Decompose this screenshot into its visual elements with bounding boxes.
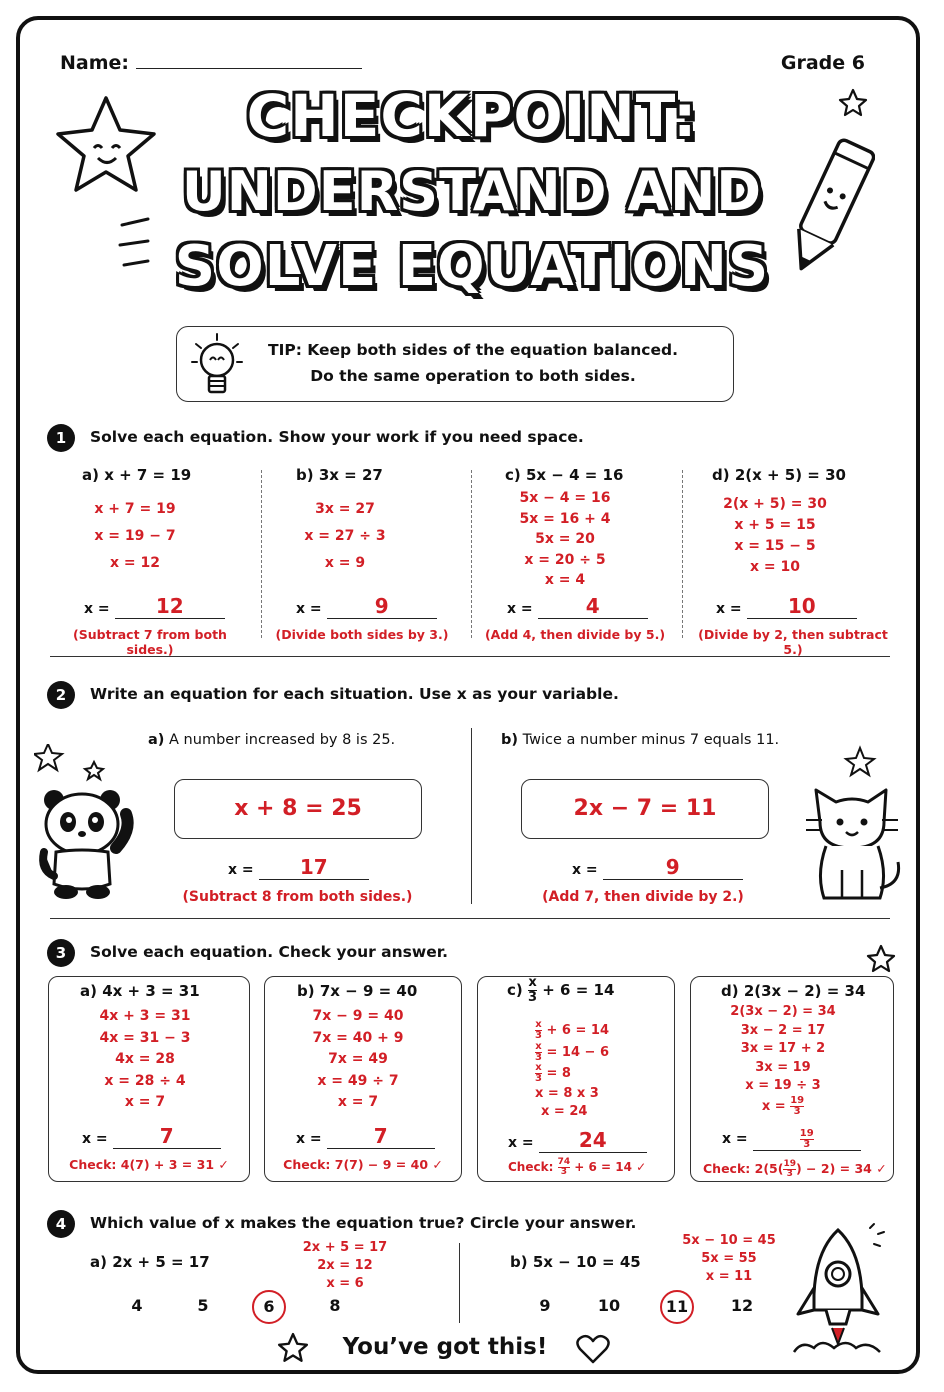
problem-2a-hint: (Subtract 8 from both sides.) [182, 889, 413, 905]
star-icon [866, 944, 896, 974]
motion-lines-icon [118, 215, 154, 275]
title-line-1: CHECKPOINT: [246, 82, 698, 150]
problem-1c-hint: (Add 4, then divide by 5.) [484, 627, 666, 642]
problem-1a-work: x + 7 = 19 x = 19 − 7 x = 12 [94, 501, 176, 571]
problem-3a-label: a) 4x + 3 = 31 [80, 982, 200, 1000]
problem-3b-work: 7x − 9 = 40 7x = 40 + 9 7x = 49 x = 49 ÷ 7 x = 7 [312, 1008, 404, 1110]
problem-3a-work: 4x + 3 = 31 4x = 31 − 3 4x = 28 x = 28 ÷ 4 x = 7 [99, 1008, 191, 1110]
problem-3d-answer[interactable]: x = $\frac{19}{3}$ [722, 1128, 861, 1151]
problem-4b-work: 5x − 10 = 45 5x = 55 x = 11 [682, 1233, 776, 1284]
section-4-number: 4 [47, 1210, 75, 1238]
grade-label: Grade 6 [780, 52, 865, 74]
problem-2b-text: b) Twice a number minus 7 equals 11. [501, 732, 780, 748]
problem-3a-check: Check: 4(7) + 3 = 31 ✓ [69, 1157, 229, 1172]
divider [471, 728, 472, 904]
problem-1d-label: d) 2(x + 5) = 30 [712, 466, 846, 484]
name-label: Name: [60, 52, 130, 74]
tip-box [176, 326, 734, 402]
heart-icon [576, 1334, 610, 1364]
rocket-icon [782, 1220, 894, 1370]
section-3-heading: Solve each equation. Check your answer. [90, 943, 449, 961]
problem-1a-label: a) x + 7 = 19 [82, 466, 192, 484]
problem-4b-label: b) 5x − 10 = 45 [510, 1253, 641, 1271]
problem-1c-label: c) 5x − 4 = 16 [505, 466, 624, 484]
problem-1b-work: 3x = 27 x = 27 ÷ 3 x = 9 [304, 501, 386, 571]
tip-line-1: TIP: Keep both sides of the equation balanced. [268, 341, 678, 359]
problem-1a-answer[interactable]: x = 12 [84, 594, 225, 619]
section-divider [50, 918, 890, 919]
problem-4a-label: a) 2x + 5 = 17 [90, 1253, 210, 1271]
title-line-3: SOLVE EQUATIONS [174, 234, 770, 299]
choice-4b-11-circled[interactable]: 11 [660, 1290, 694, 1324]
divider [682, 470, 683, 638]
name-input-line[interactable] [136, 68, 362, 69]
divider [471, 470, 472, 638]
problem-2a-equation-box[interactable]: x + 8 = 25 [174, 779, 422, 839]
problem-1b-hint: (Divide both sides by 3.) [275, 627, 449, 642]
problem-3b-answer[interactable]: x = 7 [296, 1124, 435, 1149]
problem-3a-answer[interactable]: x = 7 [82, 1124, 221, 1149]
star-icon [838, 88, 868, 118]
star-icon [276, 1332, 310, 1364]
problem-3d-check: Check: 2(5( $\frac{19}{3}$ ) − 2) = 34 ✓ [703, 1159, 887, 1179]
problem-2a-text: a) A number increased by 8 is 25. [148, 732, 396, 748]
section-divider [50, 656, 890, 657]
choice-4b-10[interactable]: 10 [597, 1296, 621, 1315]
problem-3c-label: c) $\frac{x}{3}$ + 6 = 14 [507, 975, 615, 1005]
problem-1b-answer[interactable]: x = 9 [296, 594, 437, 619]
problem-3d-label: d) 2(3x − 2) = 34 [721, 982, 866, 1000]
problem-3c-answer[interactable]: x = 24 [508, 1128, 647, 1153]
problem-3b-label: b) 7x − 9 = 40 [297, 982, 418, 1000]
star-face-icon [50, 92, 162, 200]
choice-4a-8[interactable]: 8 [329, 1296, 341, 1315]
tip-line-2: Do the same operation to both sides. [310, 367, 636, 385]
divider [261, 470, 262, 638]
problem-3c-work: $\frac{x}{3}$ + 6 = 14 $\frac{x}{3}$ = 14 − 6 $\frac{x}{3}$ = 8 x = 8 x 3 x = 24 [535, 1019, 609, 1119]
problem-3c-check: Check: $\frac{74}{3}$ + 6 = 14 ✓ [508, 1157, 647, 1177]
section-4-heading: Which value of x makes the equation true? Circle your answer. [90, 1214, 637, 1232]
choice-4a-5[interactable]: 5 [197, 1296, 209, 1315]
problem-1c-work: 5x − 4 = 16 5x = 16 + 4 5x = 20 x = 20 ÷ 5 x = 4 [519, 490, 611, 588]
divider [459, 1243, 460, 1323]
problem-1a-hint: (Subtract 7 from both sides.) [73, 627, 227, 657]
cat-icon [802, 744, 904, 904]
encouragement-text: You’ve got this! [342, 1334, 548, 1360]
problem-2b-hint: (Add 7, then divide by 2.) [542, 889, 744, 905]
problem-1c-answer[interactable]: x = 4 [507, 594, 648, 619]
lightbulb-icon [188, 330, 246, 406]
problem-3b-check: Check: 7(7) − 9 = 40 ✓ [283, 1157, 443, 1172]
section-2-number: 2 [47, 681, 75, 709]
pencil-face-icon [785, 130, 875, 285]
problem-2a-answer[interactable]: x = 17 [228, 855, 369, 880]
choice-4b-12[interactable]: 12 [730, 1296, 754, 1315]
problem-1b-label: b) 3x = 27 [296, 466, 383, 484]
panda-icon [34, 744, 138, 900]
problem-2b-answer[interactable]: x = 9 [572, 855, 743, 880]
problem-1d-answer[interactable]: x = 10 [716, 594, 857, 619]
problem-4a-work: 2x + 5 = 17 2x = 12 x = 6 [302, 1240, 388, 1291]
section-1-heading: Solve each equation. Show your work if you need space. [90, 428, 584, 446]
section-3-number: 3 [47, 939, 75, 967]
problem-1d-work: 2(x + 5) = 30 x + 5 = 15 x = 15 − 5 x = 10 [723, 496, 827, 575]
problem-1d-hint: (Divide by 2, then subtract 5.) [698, 627, 888, 657]
section-2-heading: Write an equation for each situation. Use x as your variable. [90, 685, 619, 703]
problem-2b-equation-box[interactable]: 2x − 7 = 11 [521, 779, 769, 839]
section-1-number: 1 [47, 424, 75, 452]
choice-4a-6-circled[interactable]: 6 [252, 1290, 286, 1324]
title-line-2: UNDERSTAND AND [181, 160, 763, 223]
choice-4b-9[interactable]: 9 [539, 1296, 551, 1315]
problem-3d-work: 2(3x − 2) = 34 3x − 2 = 17 3x = 17 + 2 3x = 19 x = 19 ÷ 3 x = $\frac{19}{3}$ [730, 1004, 836, 1117]
choice-4a-4[interactable]: 4 [131, 1296, 143, 1315]
